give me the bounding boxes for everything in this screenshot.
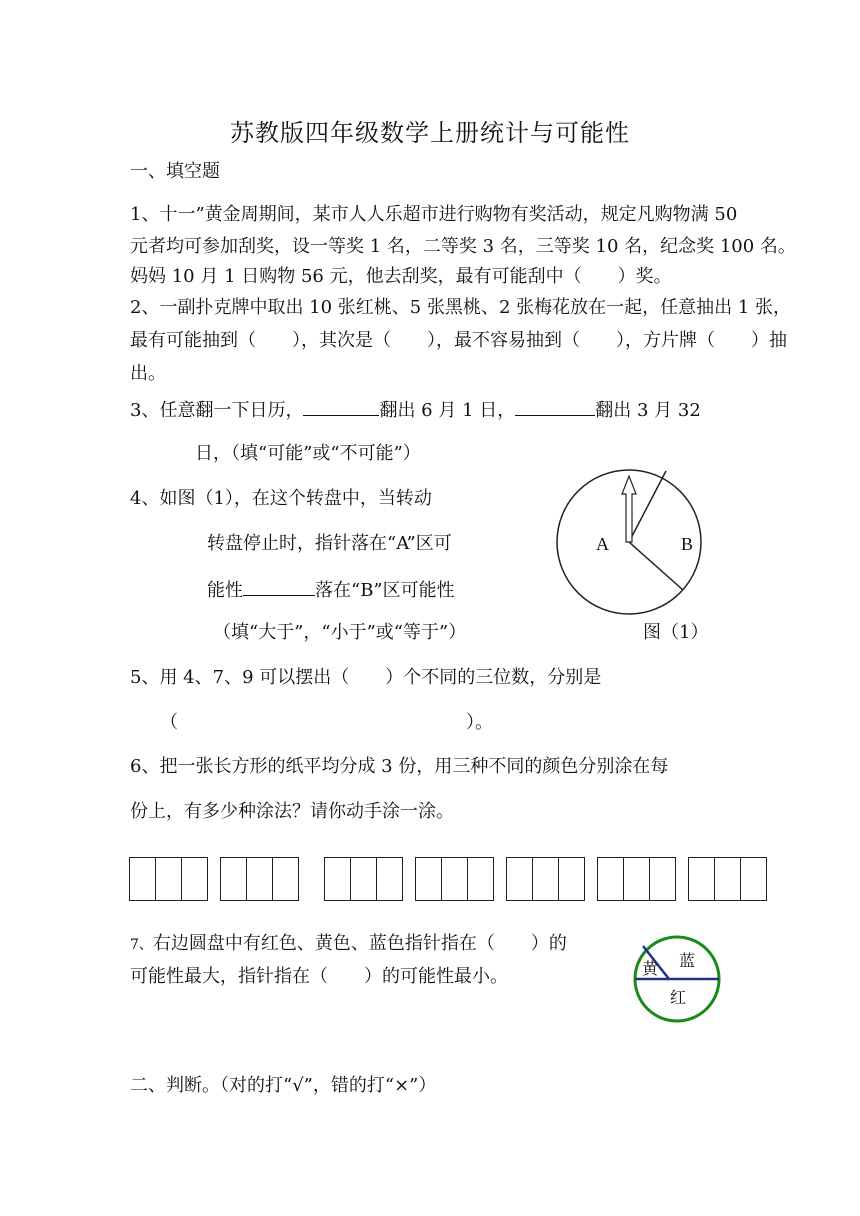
q7-number: 7、: [130, 937, 153, 953]
rectangle-part[interactable]: [559, 858, 584, 900]
q2-line3: 出。: [130, 363, 166, 384]
rectangle-part[interactable]: [598, 858, 624, 900]
spinner-figure: [555, 465, 705, 615]
rectangle-part[interactable]: [468, 858, 493, 900]
q3-blank-1[interactable]: [303, 397, 379, 416]
q3-line2: 日，（填“可能”或“不可能”）: [195, 443, 421, 464]
rectangle-part[interactable]: [442, 858, 468, 900]
q4-line4: （填“大于”，“小于”或“等于”）: [213, 622, 467, 643]
q2-line2: 最有可能抽到（ ），其次是（ ），最不容易抽到（ ），方片牌（ ）抽: [130, 330, 787, 351]
q4-line3: [207, 577, 455, 603]
rectangle-part[interactable]: [325, 858, 351, 900]
spinner-divider-top: [629, 471, 666, 542]
rectangle-part[interactable]: [182, 858, 207, 900]
rectangle-part[interactable]: [689, 858, 715, 900]
q4-line3-end: 落在“B”区可能性: [315, 580, 455, 601]
q1-line3: 妈妈 10 月 1 日购物 56 元，他去刮奖，最有可能刮中（ ）奖。: [130, 266, 672, 287]
rectangle-part[interactable]: [741, 858, 766, 900]
coloring-rectangle-3[interactable]: [324, 857, 403, 901]
spinner-label-a: A: [596, 534, 609, 554]
rectangle-part[interactable]: [221, 858, 247, 900]
q5-close-paren: ）。: [466, 712, 493, 733]
rectangle-part[interactable]: [351, 858, 377, 900]
q3-part3: 翻出 3 月 32: [595, 400, 701, 421]
disc-label-red: 红: [670, 988, 687, 1007]
q4-line1: 4、如图（1），在这个转盘中，当转动: [130, 488, 432, 509]
q3-part1: 3、任意翻一下日历，: [130, 400, 304, 421]
coloring-rectangle-6[interactable]: [597, 857, 676, 901]
disc-label-yellow: 黄: [642, 959, 659, 978]
q4-line2: 转盘停止时，指针落在“A”区可: [207, 533, 452, 554]
rectangle-part[interactable]: [156, 858, 182, 900]
q6-line1: 6、把一张长方形的纸平均分成 3 份，用三种不同的颜色分别涂在每: [130, 756, 669, 777]
coloring-rectangle-7[interactable]: [688, 857, 767, 901]
spinner-label-b: B: [681, 534, 694, 554]
disc-label-blue: 蓝: [679, 951, 696, 970]
rectangle-part[interactable]: [130, 858, 156, 900]
section-fill-blank-heading: 一、填空题: [130, 161, 220, 182]
coloring-rectangle-1[interactable]: [129, 857, 208, 901]
q7-line1: [130, 932, 567, 957]
q5-line1: 5、用 4、7、9 可以摆出（ ）个不同的三位数，分别是: [130, 667, 602, 688]
q7-line2: 可能性最大，指针指在（ ）的可能性最小。: [130, 966, 508, 987]
rectangle-part[interactable]: [533, 858, 559, 900]
q1-line2: 元者均可参加刮奖，设一等奖 1 名，二等奖 3 名，三等奖 10 名，纪念奖 100 名。: [130, 236, 796, 257]
q3-line1: [130, 397, 701, 423]
rectangle-part[interactable]: [377, 858, 402, 900]
rectangle-part[interactable]: [650, 858, 675, 900]
q4-line3-start: 能性: [207, 580, 243, 601]
q5-open-paren: （: [160, 712, 178, 733]
q3-blank-2[interactable]: [515, 397, 595, 416]
rectangle-part[interactable]: [507, 858, 533, 900]
coloring-rectangle-4[interactable]: [415, 857, 494, 901]
rectangle-part[interactable]: [273, 858, 298, 900]
q3-part2: 翻出 6 月 1 日，: [379, 400, 516, 421]
spinner-divider-bottom: [629, 542, 683, 590]
section-judgment-heading: 二、判断。（对的打“√”，错的打“×”）: [130, 1075, 437, 1096]
rectangle-part[interactable]: [247, 858, 273, 900]
figure-caption: 图（1）: [643, 622, 709, 643]
coloring-rectangle-2[interactable]: [220, 857, 299, 901]
rectangle-part[interactable]: [624, 858, 650, 900]
page-title: 苏教版四年级数学上册统计与可能性: [230, 119, 630, 147]
q1-line1: 1、十一”黄金周期间，某市人人乐超市进行购物有奖活动，规定凡购物满 50: [130, 204, 738, 225]
coloring-rectangle-5[interactable]: [506, 857, 585, 901]
q6-line2: 份上，有多少种涂法？请你动手涂一涂。: [130, 801, 454, 822]
color-disc-figure: [632, 934, 722, 1024]
rectangle-part[interactable]: [416, 858, 442, 900]
q2-line1: 2、一副扑克牌中取出 10 张红桃、5 张黑桃、2 张梅花放在一起，任意抽出 1 张，: [130, 297, 792, 318]
rectangle-part[interactable]: [715, 858, 741, 900]
q7-line1-text: 右边圆盘中有红色、黄色、蓝色指针指在（ ）的: [152, 933, 567, 954]
q4-blank[interactable]: [243, 577, 315, 596]
